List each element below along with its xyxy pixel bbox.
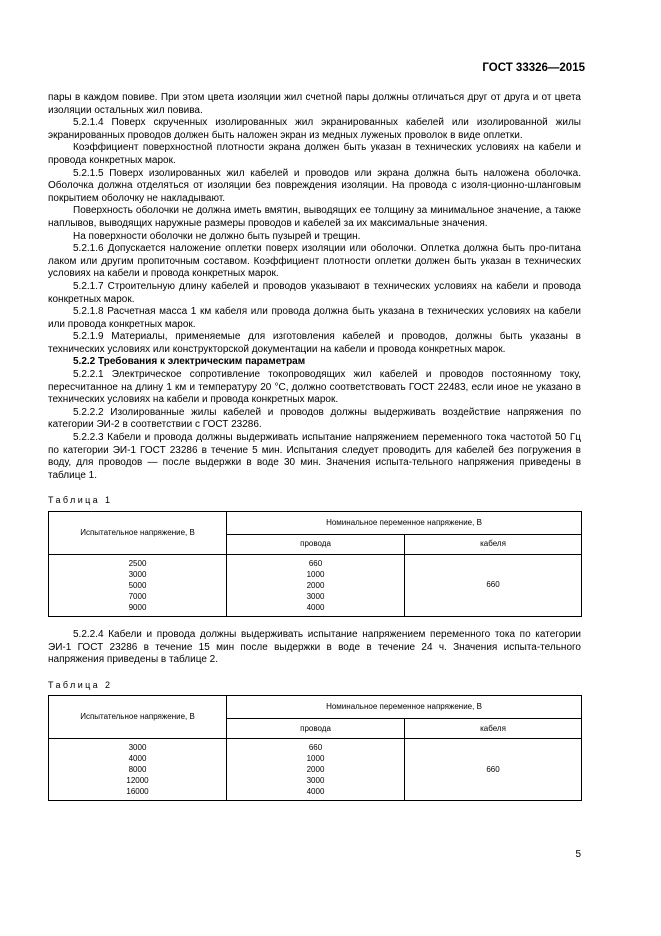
value: 3000	[128, 570, 147, 579]
value: 660	[308, 559, 323, 568]
value: 4000	[306, 787, 325, 797]
value: 4000	[306, 603, 325, 612]
value: 2000	[306, 581, 325, 590]
paragraph: 5.2.2.4 Кабели и провода должны выдерживать испытание напряжением переменного тока по категории ЭИ-1 ГОСТ 23286 в течение 15 мин после выдержки в воде в течение 24 ч. Значения испыта-тельного напряжения приведены в таблице 2.	[48, 629, 581, 666]
paragraph: 5.2.1.4 Поверх скрученных изолированных жил экранированных кабелей или изолированной жилы экранированных проводов должен быть наложен экран из медных луженых проволок в виде оплетки.	[48, 117, 581, 141]
cable-voltage-cell: 660	[405, 739, 582, 801]
table-caption: Таблица 2	[48, 679, 113, 690]
header-cable: кабеля	[405, 535, 582, 555]
section-heading: 5.2.2 Требования к электрическим параметрам	[73, 356, 306, 368]
table-caption: Таблица 1	[48, 495, 113, 506]
value: 3000	[306, 592, 325, 601]
value: 2000	[306, 765, 325, 775]
paragraph: Поверхность оболочки не должна иметь вмятин, выводящих ее толщину за минимальное значение, а также наплывов, выводящих наружные размеры проводов и кабелей за их максимальные значения.	[48, 205, 581, 229]
paragraph: 5.2.2.1 Электрическое сопротивление токопроводящих жил кабелей и проводов постоянному току, пересчитанное на длину 1 км и температуру 20 °С, должно соответствовать ГОСТ 22483, если иное не указано в технических условиях на кабели и провода конкретных марок.	[48, 369, 581, 406]
header-nominal-voltage: Номинальное переменное напряжение, В	[227, 696, 582, 719]
cable-voltage-cell: 660	[405, 555, 582, 617]
paragraph: На поверхности оболочки не должно быть пузырей и трещин.	[73, 230, 361, 242]
value: 16000	[126, 787, 149, 797]
page-content	[48, 92, 581, 801]
test-voltage-cell	[49, 739, 227, 801]
value: 7000	[128, 592, 147, 601]
value: 5000	[128, 581, 147, 590]
paragraph: 5.2.1.8 Расчетная масса 1 км кабеля или провода должна быть указана в технических условиях на кабели или провода конкретных марок.	[48, 306, 581, 330]
value: 660	[308, 743, 323, 753]
paragraph: 5.2.1.6 Допускается наложение оплетки поверх изоляции или оболочки. Оплетка должна быть про-питана лаком или другим пропиточным составом. Коэффициент плотности оплетки должен быть указан в технических условиях на кабели и провода конкретных марок.	[48, 243, 581, 280]
header-wire: провода	[227, 535, 405, 555]
value: 9000	[128, 603, 147, 612]
value: 12000	[126, 776, 149, 786]
header-cable: кабеля	[405, 719, 582, 739]
paragraph: 5.2.1.5 Поверх изолированных жил кабелей и проводов или экрана должна быть наложена оболочка. Оболочка должна отделяться от изоляции без повреждения изоляции. На провода с изоля-ционно-шланговым покрытием оболочку не накладывают.	[48, 167, 581, 204]
document-code: ГОСТ 33326—2015	[482, 62, 585, 74]
page-number: 5	[575, 849, 581, 860]
paragraph: 5.2.2.3 Кабели и провода должны выдерживать испытание напряжением переменного тока частотой 50 Гц по категории ЭИ-1 ГОСТ 23286 в течение 5 мин. Испытания следует проводить для кабелей без погружения в воду, для проводов — после выдержки в воде 30 мин. Значения испыта-тельного напряжения приведены в таблице 1.	[48, 432, 581, 481]
header-test-voltage: Испытательное напряжение, В	[49, 512, 227, 555]
test-voltage-cell	[49, 555, 227, 617]
header-nominal-voltage: Номинальное переменное напряжение, В	[227, 512, 582, 535]
table-1	[48, 511, 582, 617]
value: 2500	[128, 559, 147, 568]
paragraph: пары в каждом повиве. При этом цвета изоляции жил счетной пары должны отличаться друг от друга и от цвета изоляции остальных жил повива.	[48, 92, 581, 116]
paragraph: 5.2.2.2 Изолированные жилы кабелей и проводов должны выдерживать воздействие напряжения по категории ЭИ-2 в соответствии с ГОСТ 23286.	[48, 406, 581, 431]
value: 8000	[128, 765, 147, 775]
wire-voltage-cell	[227, 739, 405, 801]
header-test-voltage: Испытательное напряжение, В	[49, 696, 227, 739]
value: 4000	[128, 754, 147, 764]
table-2	[48, 695, 582, 801]
value: 3000	[306, 776, 325, 786]
value: 1000	[306, 570, 325, 579]
value: 3000	[128, 743, 147, 753]
paragraph: Коэффициент поверхностной плотности экрана должен быть указан в технических условиях на кабели и провода конкретных марок.	[48, 142, 581, 166]
value: 1000	[306, 754, 325, 764]
paragraph: 5.2.1.9 Материалы, применяемые для изготовления кабелей и проводов, должны быть указаны в технических условиях или конструкторской документации на кабели и провода конкретных марок.	[48, 331, 581, 355]
paragraph: 5.2.1.7 Строительную длину кабелей и проводов указывают в технических условиях на кабели и провода конкретных марок.	[48, 280, 581, 305]
header-wire: провода	[227, 719, 405, 739]
wire-voltage-cell	[227, 555, 405, 617]
